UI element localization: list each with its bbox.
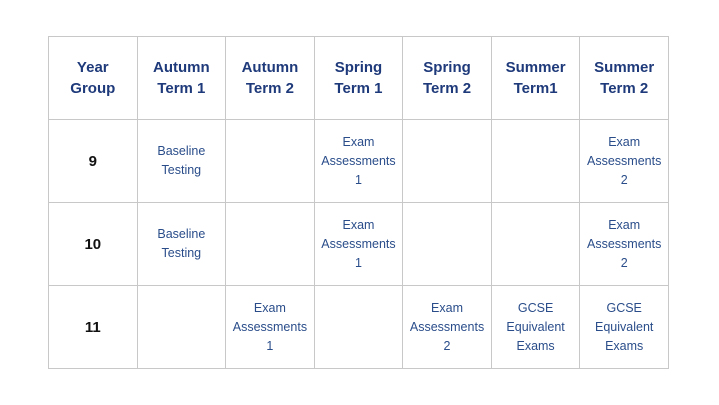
year-cell: 10 <box>49 203 138 286</box>
schedule-cell: Exam Assessments 1 <box>226 286 315 369</box>
schedule-cell <box>137 286 226 369</box>
table-row <box>49 120 669 203</box>
schedule-cell: Exam Assessments 2 <box>580 203 669 286</box>
schedule-cell: GCSE Equivalent Exams <box>491 286 580 369</box>
header-summer-term-2: Summer Term 2 <box>580 37 669 120</box>
schedule-cell: Exam Assessments 1 <box>314 203 403 286</box>
header-year-group: Year Group <box>49 37 138 120</box>
schedule-cell <box>226 203 315 286</box>
header-spring-term-2: Spring Term 2 <box>403 37 492 120</box>
header-autumn-term-1: Autumn Term 1 <box>137 37 226 120</box>
schedule-cell: Exam Assessments 1 <box>314 120 403 203</box>
schedule-cell <box>403 203 492 286</box>
schedule-cell <box>491 120 580 203</box>
schedule-cell <box>226 120 315 203</box>
year-cell: 9 <box>49 120 138 203</box>
assessment-schedule-table <box>48 36 669 369</box>
schedule-cell: Baseline Testing <box>137 203 226 286</box>
schedule-cell <box>314 286 403 369</box>
schedule-cell: Baseline Testing <box>137 120 226 203</box>
table-row <box>49 203 669 286</box>
schedule-cell: Exam Assessments 2 <box>403 286 492 369</box>
header-autumn-term-2: Autumn Term 2 <box>226 37 315 120</box>
table-row <box>49 286 669 369</box>
schedule-cell: GCSE Equivalent Exams <box>580 286 669 369</box>
schedule-cell <box>403 120 492 203</box>
schedule-cell <box>491 203 580 286</box>
header-row <box>49 37 669 120</box>
header-spring-term-1: Spring Term 1 <box>314 37 403 120</box>
schedule-cell: Exam Assessments 2 <box>580 120 669 203</box>
year-cell: 11 <box>49 286 138 369</box>
header-summer-term-1: Summer Term1 <box>491 37 580 120</box>
